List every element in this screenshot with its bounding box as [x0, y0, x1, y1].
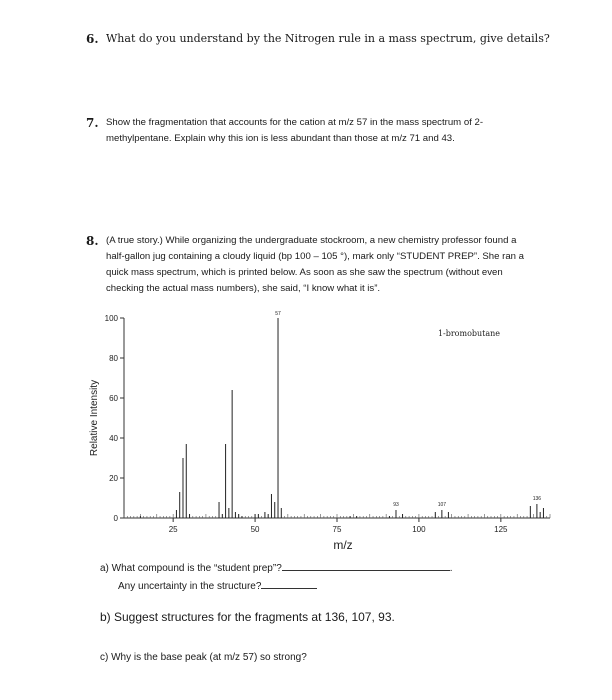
chart-peaks — [140, 318, 543, 518]
x-tick-label: 125 — [494, 525, 508, 534]
chart-axes — [89, 314, 550, 552]
question-7-line: methylpentane. Explain why this ion is less abundant than those at m/z 71 and 43. — [106, 133, 455, 144]
chart-labels — [275, 311, 541, 508]
x-tick-label: 50 — [250, 525, 260, 534]
y-tick-label: 100 — [104, 314, 118, 323]
question-6-text: What do you understand by the Nitrogen rule in a mass spectrum, give details? — [106, 32, 550, 45]
subquestion-a: a) What compound is the “student prep”? . Any uncertainty in the structure? — [100, 560, 453, 596]
subquestion-b: b) Suggest structures for the fragments at 136, 107, 93. — [100, 610, 395, 624]
peak-label: 107 — [437, 502, 447, 508]
answer-blank[interactable] — [282, 560, 450, 571]
y-tick-label: 60 — [109, 394, 118, 403]
peak-label: 57 — [275, 311, 281, 317]
y-tick-label: 80 — [109, 354, 118, 363]
y-tick-label: 40 — [109, 434, 118, 443]
chart-title: 1-bromobutane — [437, 329, 501, 338]
subquestion-a-text-2: Any uncertainty in the structure? — [118, 581, 262, 592]
question-8-line: quick mass spectrum, which is printed below. As soon as she saw the spectrum (without even — [106, 267, 503, 278]
question-8-line: half-gallon jug containing a cloudy liquid (bp 100 – 105 °), mark only “STUDENT PREP”. She ran a — [106, 251, 525, 262]
answer-blank[interactable] — [261, 578, 317, 589]
mass-spectrum-chart — [80, 305, 560, 555]
x-tick-label: 75 — [332, 525, 342, 534]
peak-label: 136 — [532, 496, 542, 502]
question-7-line: Show the fragmentation that accounts for the cation at m/z 57 in the mass spectrum of 2- — [106, 117, 484, 128]
subquestion-a-text: a) What compound is the “student prep”? — [100, 563, 282, 574]
y-tick-label: 20 — [109, 474, 118, 483]
subquestion-c: c) Why is the base peak (at m/z 57) so strong? — [100, 652, 307, 663]
peak-label: 93 — [393, 502, 399, 508]
y-axis-label: Relative Intensity — [89, 379, 100, 457]
x-tick-label: 25 — [168, 525, 178, 534]
question-8-line: (A true story.) While organizing the undergraduate stockroom, a new chemistry professor found a — [106, 235, 517, 246]
question-8-number: 8. — [86, 234, 99, 248]
x-axis-label: m/z — [333, 538, 353, 552]
x-tick-label: 100 — [412, 525, 426, 534]
question-6-number: 6. — [86, 32, 99, 46]
question-7-number: 7. — [86, 116, 99, 130]
question-8-line: checking the actual mass numbers), she said, “I know what it is”. — [106, 283, 381, 294]
y-tick-label: 0 — [113, 514, 118, 523]
